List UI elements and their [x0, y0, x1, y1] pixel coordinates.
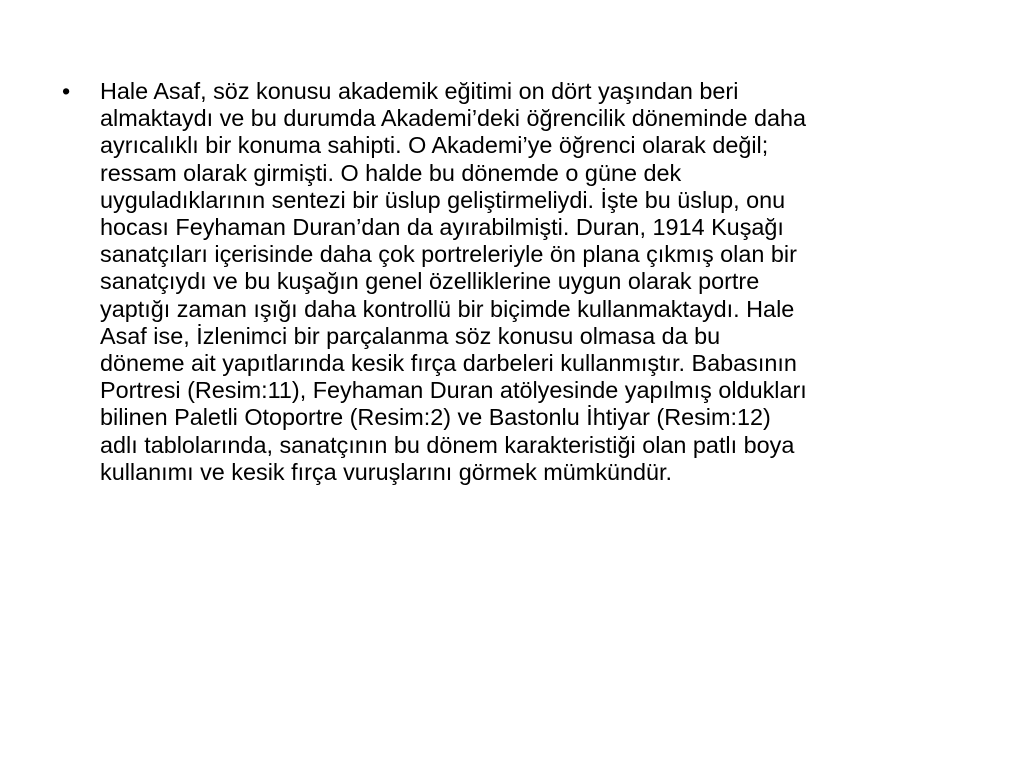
text-line: ayrıcalıklı bir konuma sahipti. O Akademi’ye öğrenci olarak değil;: [100, 132, 769, 159]
text-line: Portresi (Resim:11), Feyhaman Duran atölyesinde yapılmış oldukları: [100, 377, 807, 404]
text-line: Asaf ise, İzlenimci bir parçalanma söz konusu olmasa da bu: [100, 322, 721, 349]
text-line: almaktaydı ve bu durumda Akademi’deki öğrencilik döneminde daha: [100, 105, 807, 132]
bullet-marker: •: [62, 78, 71, 104]
text-line: hocası Feyhaman Duran’dan da ayırabilmişti. Duran, 1914 Kuşağı: [100, 214, 784, 241]
text-line: Hale Asaf, söz konusu akademik eğitimi on dört yaşından beri: [100, 78, 739, 104]
text-line: bilinen Paletli Otoportre (Resim:2) ve Bastonlu İhtiyar (Resim:12): [100, 404, 771, 431]
text-line: kullanımı ve kesik fırça vuruşlarını görmek mümkündür.: [100, 458, 672, 485]
bullet-item: [62, 78, 982, 486]
bullet-text: [100, 78, 982, 486]
text-line: sanatçıları içerisinde daha çok portreleriyle ön plana çıkmış olan bir: [100, 241, 797, 268]
text-line: döneme ait yapıtlarında kesik fırça darbeleri kullanmıştır. Babasının: [100, 350, 797, 377]
text-line: adlı tablolarında, sanatçının bu dönem karakteristiği olan patlı boya: [100, 431, 795, 458]
slide-body: [62, 78, 982, 486]
text-line: ressam olarak girmişti. O halde bu dönemde o güne dek: [100, 159, 682, 186]
text-line: sanatçıydı ve bu kuşağın genel özelliklerine uygun olarak portre: [100, 268, 760, 295]
text-line: uyguladıklarının sentezi bir üslup geliştirmeliydi. İşte bu üslup, onu: [100, 186, 786, 213]
text-line: yaptığı zaman ışığı daha kontrollü bir biçimde kullanmaktaydı. Hale: [100, 295, 795, 322]
